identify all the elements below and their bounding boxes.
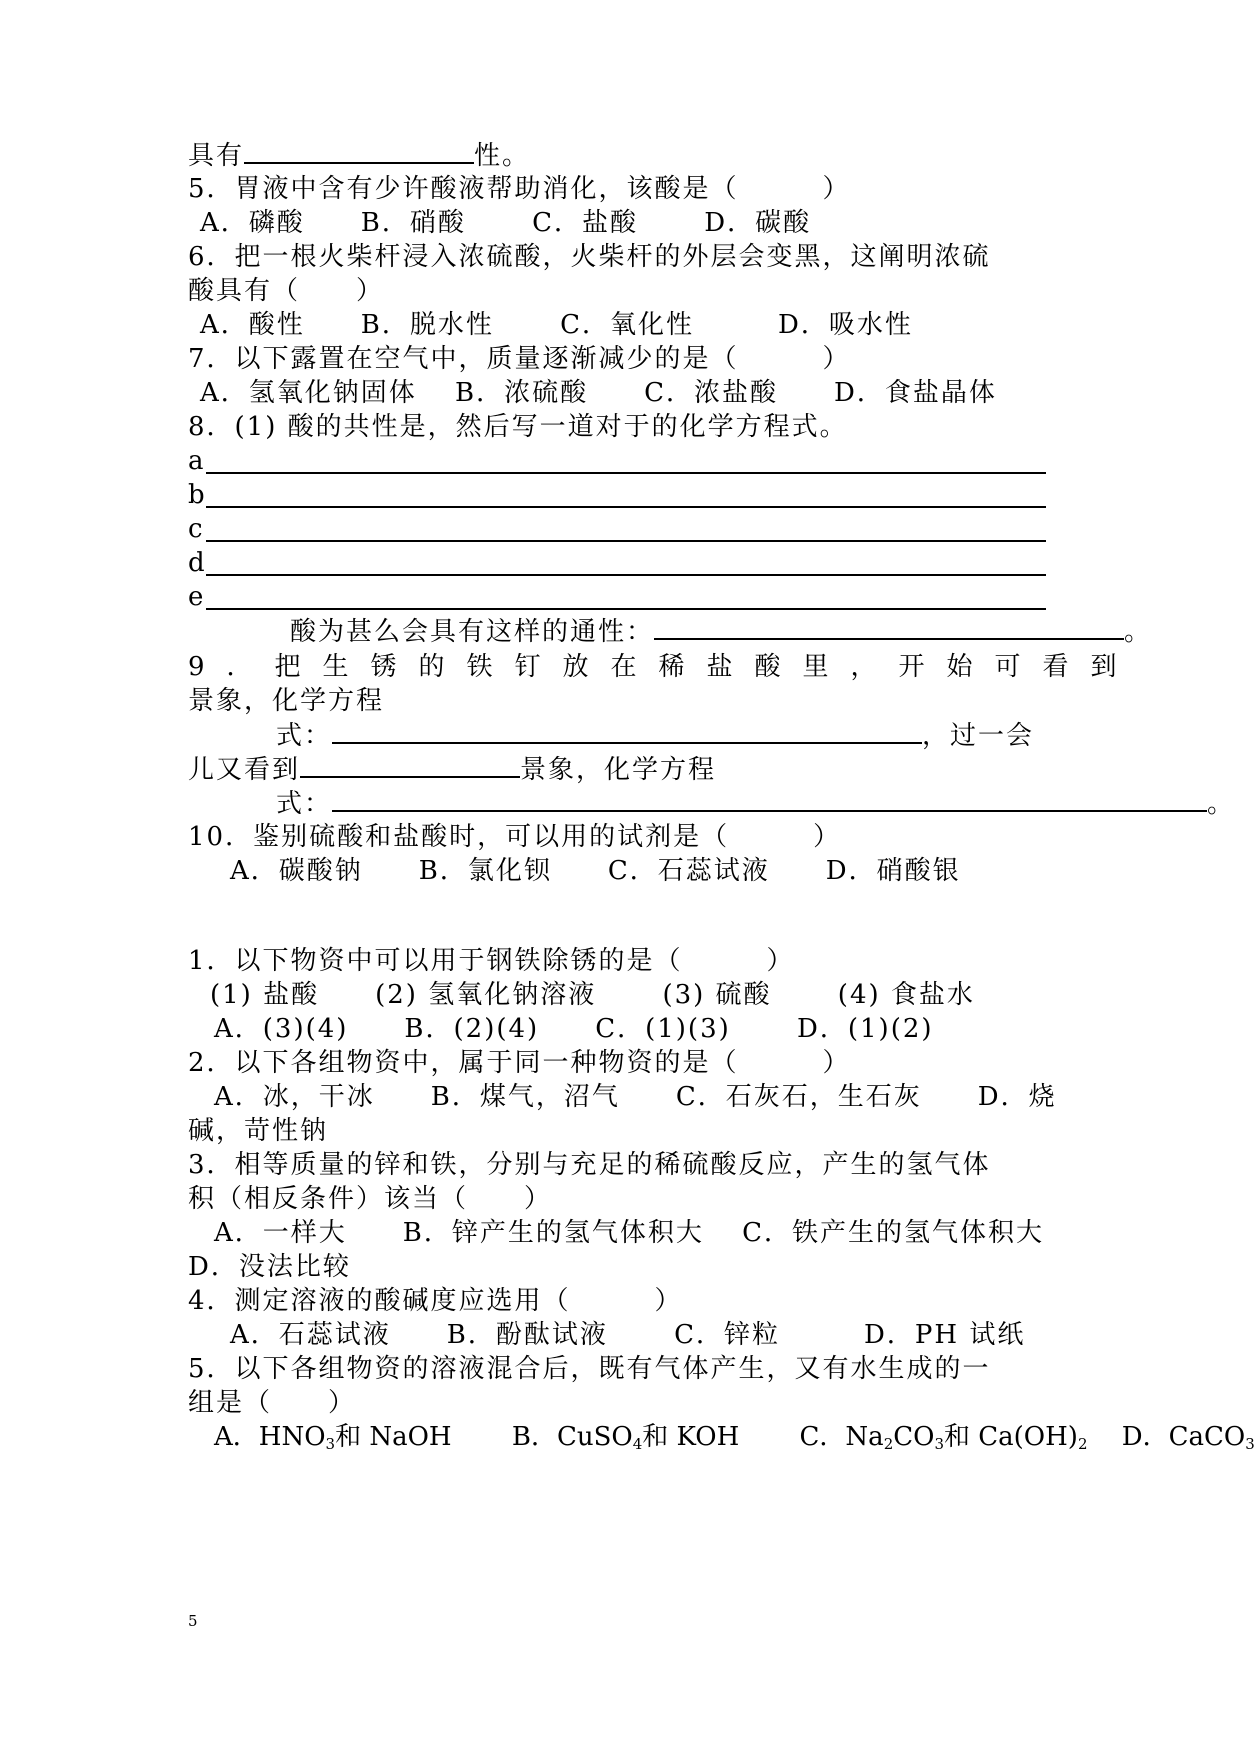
answer-line-d[interactable] (206, 574, 1046, 576)
practice-5: 5．以下各组物资的溶液混合后，既有气体产生，又有水生成的一 (188, 1354, 991, 1384)
question-8-reason (290, 614, 1152, 649)
blank-field[interactable] (332, 718, 922, 744)
question-7: 7．以下露置在空气中，质量逐渐减少的是（ ） (188, 344, 851, 374)
answer-label-a: a (188, 446, 206, 476)
text: 具有 (188, 141, 245, 171)
option-b: B．CuSO (511, 1422, 633, 1452)
line-fill-blank (188, 138, 530, 173)
text: ，过一会 (922, 721, 1035, 751)
answer-label-b: b (188, 480, 207, 510)
practice-5-options (214, 1420, 1255, 1461)
option-b-tail: 和 KOH (642, 1422, 792, 1452)
question-5-options: A．磷酸 B．硝酸 C．盐酸 D．碳酸 (200, 208, 812, 238)
option-a-tail: 和 NaOH (335, 1422, 504, 1452)
text: 式： (276, 789, 333, 819)
subscript: 3 (934, 1435, 944, 1453)
blank-field[interactable] (654, 614, 1124, 640)
answer-line-a[interactable] (206, 472, 1046, 474)
practice-4: 4．测定溶液的酸碱度应选用（ ） (188, 1286, 683, 1316)
practice-3-option-d: D．没法比较 (188, 1252, 351, 1282)
practice-3-cont: 积（相反条件）该当（ ） (188, 1184, 553, 1214)
question-6: 6．把一根火柴杆浸入浓硫酸，火柴杆的外层会变黑，这阐明浓硫 (188, 242, 991, 272)
option-c: C．Na (799, 1422, 884, 1452)
answer-label-e: e (188, 582, 206, 612)
answer-line-e[interactable] (206, 608, 1046, 610)
question-7-options: A．氢氧化钠固体 B．浓硫酸 C．浓盐酸 D．食盐晶体 (200, 378, 997, 408)
option-d: D．CaCO (1095, 1422, 1246, 1452)
subscript: 4 (632, 1435, 643, 1453)
practice-3: 3．相等质量的锌和铁，分别与充足的稀硫酸反应，产生的氢气体 (188, 1150, 991, 1180)
blank-field[interactable] (300, 752, 520, 778)
practice-3-options: A．一样大 B．锌产生的氢气体积大 C．铁产生的氢气体积大 (214, 1218, 1045, 1248)
question-5: 5．胃液中含有少许酸液帮助消化，该酸是（ ） (188, 174, 851, 204)
question-8: 8．(1) 酸的共性是，然后写一道对于的化学方程式。 (188, 412, 848, 442)
blank-field[interactable] (244, 138, 474, 164)
practice-2-cont: 碱，苛性钠 (188, 1116, 329, 1146)
text: 。 (1207, 789, 1236, 819)
option-c-tail: 和 Ca(OH) (944, 1422, 1078, 1452)
subscript: 3 (325, 1435, 336, 1453)
practice-1: 1．以下物资中可以用于钢铁除锈的是（ ） (188, 946, 795, 976)
subscript: 2 (1077, 1435, 1088, 1453)
answer-label-c: c (188, 514, 205, 544)
page-number: 5 (188, 1612, 198, 1630)
practice-1-options: A．(3)(4) B．(2)(4) C．(1)(3) D．(1)(2) (214, 1014, 934, 1044)
practice-1-substances: (1) 盐酸 (2) 氢氧化钠溶液 (3) 硫酸 (4) 食盐水 (210, 980, 975, 1010)
practice-5-cont: 组是（ ） (188, 1388, 357, 1418)
subscript: 2 (883, 1435, 894, 1453)
question-10-options: A．碳酸钠 B．氯化钡 C．石蕊试液 D．硝酸银 (230, 856, 961, 886)
subscript: 3 (1245, 1435, 1255, 1453)
question-9-eq1 (276, 718, 1034, 753)
answer-line-b[interactable] (206, 506, 1046, 508)
question-9-cont: 景象，化学方程 (188, 686, 385, 716)
question-9-eq2 (276, 786, 1235, 821)
text: 性。 (474, 141, 531, 171)
practice-2: 2．以下各组物资中，属于同一种物资的是（ ） (188, 1048, 851, 1078)
text: 式： (276, 721, 333, 751)
question-9: 9．把生锈的铁钉放在稀盐酸里，开始可看到 (188, 652, 1139, 682)
question-9-cont2 (188, 752, 716, 787)
question-6-cont: 酸具有（ ） (188, 276, 385, 306)
practice-2-options: A．冰，干冰 B．煤气，沼气 C．石灰石，生石灰 D．烧 (214, 1082, 1057, 1112)
text: 。 (1124, 617, 1153, 647)
question-6-options: A．酸性 B．脱水性 C．氧化性 D．吸水性 (200, 310, 913, 340)
question-10: 10．鉴别硫酸和盐酸时，可以用的试剂是（ ） (188, 822, 842, 852)
option-c-mid: CO (893, 1422, 935, 1452)
text: 儿又看到 (188, 755, 301, 785)
text: 景象，化学方程 (520, 755, 717, 785)
blank-field[interactable] (332, 786, 1207, 812)
option-a: A．HNO (214, 1422, 326, 1452)
text: 酸为甚么会具有这样的通性： (290, 617, 655, 647)
answer-label-d: d (188, 548, 207, 578)
practice-4-options: A．石蕊试液 B．酚酞试液 C．锌粒 D．PH 试纸 (230, 1320, 1026, 1350)
answer-line-c[interactable] (206, 540, 1046, 542)
